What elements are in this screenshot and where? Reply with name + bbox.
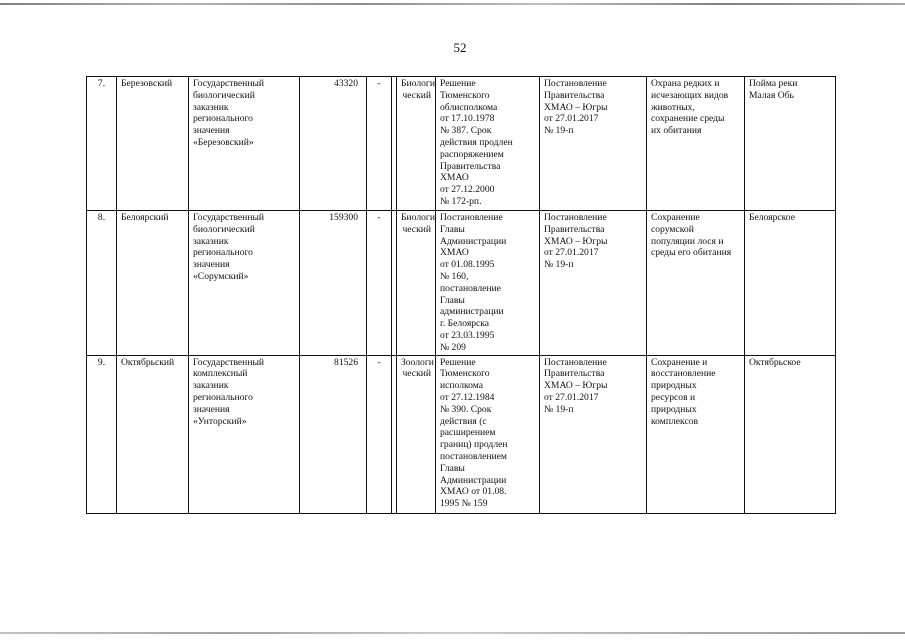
basis-line: № 209: [440, 341, 466, 353]
dash-cell: -: [367, 355, 392, 513]
basis-line: Постановление: [440, 212, 503, 223]
reserve-name-line: значения: [193, 125, 230, 137]
basis-line: Администрации: [440, 474, 507, 486]
basis-line: ХМАО: [440, 172, 469, 184]
purpose-line: сорумской: [651, 223, 694, 235]
basis-line: № 387. Срок: [440, 125, 492, 137]
decree-cell: [540, 211, 647, 356]
reserve-name-line: Государственный: [193, 78, 265, 89]
basis-line: от 23.03.1995: [440, 329, 495, 341]
area-cell: 43320: [300, 77, 367, 211]
dash-cell: -: [367, 77, 392, 211]
location-line: Пойма реки: [749, 78, 798, 89]
reserve-name-line: значения: [193, 403, 230, 415]
district-cell: Белоярский: [117, 211, 189, 356]
reserve-name-line: заказник: [193, 101, 229, 113]
basis-line: Тюменского: [440, 368, 490, 380]
table-row: [87, 211, 836, 356]
purpose-line: среды его обитания: [651, 247, 732, 259]
basis-cell: [436, 211, 540, 356]
profile-line: ческий: [402, 89, 431, 101]
reserve-name-line: заказник: [193, 235, 229, 247]
basis-line: действия (с: [440, 415, 487, 427]
basis-line: Главы: [440, 294, 465, 306]
decree-line: ХМАО – Югры: [544, 380, 608, 392]
area-cell: 159300: [300, 211, 367, 356]
purpose-line: ресурсов и: [651, 391, 696, 403]
area-cell: 81526: [300, 355, 367, 513]
basis-cell: [436, 355, 540, 513]
purpose-line: популяции лося и: [651, 235, 724, 247]
basis-line: от 17.10.1978: [440, 113, 495, 125]
purpose-cell: [647, 211, 745, 356]
reserve-name-line: регионального: [193, 113, 253, 125]
basis-line: от 01.08.1995: [440, 259, 495, 271]
location-cell: [745, 355, 836, 513]
basis-line: распоряжением: [440, 148, 504, 160]
basis-line: 1995 № 159: [440, 498, 488, 510]
decree-line: № 19-п: [544, 403, 574, 415]
reserve-name-line: Государственный: [193, 212, 265, 223]
purpose-line: комплексов: [651, 415, 699, 427]
purpose-line: Сохранение: [651, 212, 700, 223]
basis-line: границ) продлен: [440, 439, 508, 451]
profile-line: Биологи: [401, 78, 435, 89]
decree-line: № 19-п: [544, 125, 574, 137]
basis-line: Администрации: [440, 235, 507, 247]
purpose-line: природных: [651, 380, 697, 392]
basis-cell: [436, 77, 540, 211]
decree-line: от 27.01.2017: [544, 391, 599, 403]
basis-line: исполкома: [440, 380, 484, 392]
basis-line: № 390. Срок: [440, 403, 492, 415]
basis-line: постановление: [440, 282, 501, 294]
table-row: [87, 355, 836, 513]
reserve-name-line: «Унторский»: [193, 415, 247, 427]
basis-line: Главы: [440, 462, 465, 474]
basis-line: постановлением: [440, 450, 507, 462]
purpose-line: природных: [651, 403, 697, 415]
scan-edge-top: [0, 3, 905, 5]
reserve-name-line: регионального: [193, 247, 253, 259]
basis-line: действия продлен: [440, 136, 513, 148]
basis-line: № 172-рп.: [440, 195, 482, 207]
basis-line: ХМАО от 01.08.: [440, 486, 507, 498]
profile-cell: [397, 355, 436, 513]
decree-cell: [540, 355, 647, 513]
row-number: 7.: [87, 77, 117, 211]
district-cell: Березовский: [117, 77, 189, 211]
location-line: Малая Обь: [749, 89, 794, 101]
reserve-name-line: заказник: [193, 380, 229, 392]
basis-line: администрации: [440, 306, 504, 318]
page-number: 52: [453, 40, 467, 55]
row-number: 8.: [87, 211, 117, 356]
reserve-name-cell: [189, 355, 300, 513]
basis-line: от 27.12.1984: [440, 391, 495, 403]
basis-line: № 160,: [440, 270, 469, 282]
reserve-name-line: биологический: [193, 89, 255, 101]
decree-line: № 19-п: [544, 259, 574, 271]
row-number: 9.: [87, 355, 117, 513]
reserve-name-line: биологический: [193, 223, 255, 235]
purpose-line: Сохранение и: [651, 356, 708, 368]
decree-line: Правительства: [544, 368, 605, 380]
profile-line: Биологи: [401, 212, 435, 223]
decree-line: Постановление: [544, 78, 607, 89]
decree-line: ХМАО – Югры: [544, 101, 608, 113]
reserve-name-line: регионального: [193, 391, 253, 403]
decree-line: Правительства: [544, 89, 605, 101]
basis-line: расширением: [440, 427, 496, 439]
reserve-name-line: комплексный: [193, 368, 248, 380]
basis-line: Главы: [440, 223, 465, 235]
decree-line: от 27.01.2017: [544, 113, 599, 125]
district-cell: Октябрьский: [117, 355, 189, 513]
reserve-name-line: значения: [193, 259, 230, 271]
basis-line: Правительства: [440, 160, 501, 172]
basis-line: Решение: [440, 78, 476, 89]
reserve-name-line: Государственный: [193, 356, 265, 368]
basis-line: Решение: [440, 356, 476, 368]
reserve-name-cell: [189, 77, 300, 211]
purpose-line: животных,: [651, 101, 695, 113]
profile-cell: [397, 211, 436, 356]
purpose-line: исчезающих видов: [651, 89, 729, 101]
basis-line: г. Белоярска: [440, 318, 490, 330]
profile-line: Зоологи: [401, 356, 434, 368]
reserve-name-line: «Сорумский»: [193, 270, 249, 282]
location-line: Белоярское: [749, 212, 795, 223]
purpose-cell: [647, 355, 745, 513]
basis-line: Тюменского: [440, 89, 490, 101]
purpose-line: их обитания: [651, 125, 702, 137]
purpose-line: Охрана редких и: [651, 78, 720, 89]
basis-line: ХМАО: [440, 247, 469, 259]
location-cell: [745, 77, 836, 211]
basis-line: от 27.12.2000: [440, 184, 495, 196]
decree-line: Постановление: [544, 356, 607, 368]
location-cell: [745, 211, 836, 356]
decree-line: Постановление: [544, 212, 607, 223]
location-line: Октябрьское: [749, 356, 801, 368]
decree-line: от 27.01.2017: [544, 247, 599, 259]
profile-line: ческий: [402, 223, 431, 235]
basis-line: облисполкома: [440, 101, 498, 113]
purpose-cell: [647, 77, 745, 211]
decree-line: Правительства: [544, 223, 605, 235]
scan-edge-bottom: [0, 632, 905, 634]
purpose-line: сохранение среды: [651, 113, 725, 125]
dash-cell: -: [367, 211, 392, 356]
reserve-name-cell: [189, 211, 300, 356]
purpose-line: восстановление: [651, 368, 716, 380]
table-row: [87, 77, 836, 211]
reserves-table: [86, 76, 836, 514]
profile-line: ческий: [402, 368, 431, 380]
reserve-name-line: «Березовский»: [193, 136, 254, 148]
decree-cell: [540, 77, 647, 211]
decree-line: ХМАО – Югры: [544, 235, 608, 247]
profile-cell: [397, 77, 436, 211]
